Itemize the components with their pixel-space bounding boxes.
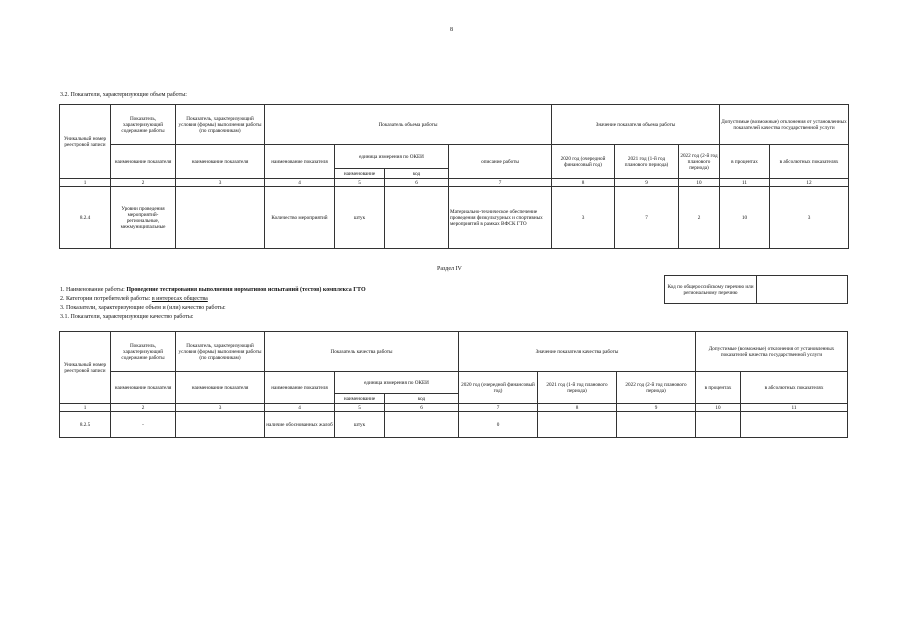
- row-indicator: Количество мероприятий: [265, 187, 335, 249]
- header-volume-name: наименование показателя: [265, 145, 335, 179]
- volume-table: [59, 104, 849, 249]
- header-unit-name: наименование: [335, 169, 385, 179]
- header-values: Значение показателя качества работы: [459, 332, 696, 372]
- col-number: 9: [615, 179, 679, 187]
- header-volume: Показатель объема работы: [265, 105, 552, 145]
- quality-title: 3.1. Показатели, характеризующие качество работы:: [60, 314, 194, 320]
- col-number: 4: [265, 179, 335, 187]
- col-number: 7: [449, 179, 552, 187]
- header-2020: 2020 год (очередной финансовый год): [459, 372, 538, 404]
- col-number: 11: [720, 179, 770, 187]
- row-unit-name: штук: [335, 187, 385, 249]
- header-conditions: Показатель, характеризующий условия (формы) выполнения работы (по справочникам): [176, 332, 265, 372]
- col-number: 1: [60, 179, 111, 187]
- col-number: 9: [617, 404, 696, 412]
- header-abs: в абсолютных показателях: [741, 372, 848, 404]
- work-name-value: Проведение тестирования выполнения нормативов испытаний (тестов) комплекса ГТО: [126, 287, 366, 293]
- col-number: 10: [679, 179, 720, 187]
- row-id: 8.2.5: [60, 412, 111, 438]
- row-value-2021: [538, 412, 617, 438]
- col-number: 3: [176, 404, 265, 412]
- col-number: 1: [60, 404, 111, 412]
- row-unit-name: штук: [335, 412, 385, 438]
- row-value-2022: 2: [679, 187, 720, 249]
- header-work-desc: описание работы: [449, 145, 552, 179]
- section-title-volume: 3.2. Показатели, характеризующие объем работы:: [60, 92, 187, 98]
- header-2020: 2020 год (очередной финансовый год): [552, 145, 615, 179]
- consumers-prefix: 2. Категории потребителей работы:: [60, 296, 152, 302]
- header-deviations: Допустимые (возможные) отклонения от установленных показателей качества государственной услуги: [720, 105, 849, 145]
- header-unit-okei: единица измерения по ОКЕИ: [335, 145, 449, 169]
- row-abs: [741, 412, 848, 438]
- page-number: 8: [450, 27, 453, 33]
- row-work-desc: Материально-техническое обеспечение проведения физкультурных и спортивных мероприятий в рамках ВФСК ГТО: [449, 187, 552, 249]
- row-pct: [696, 412, 741, 438]
- code-label: Код по общероссийскому перечню или региональному перечню: [665, 276, 757, 304]
- header-conditions: Показатель, характеризующий условия (формы) выполнения работы (по справочникам): [176, 105, 265, 145]
- header-conditions-name: наименование показателя: [176, 145, 265, 179]
- row-conditions: [176, 412, 265, 438]
- col-number: 6: [385, 179, 449, 187]
- indicators-line: 3. Показатели, характеризующие объем и (или) качество работы:: [60, 305, 226, 311]
- col-number: 2: [111, 404, 176, 412]
- col-number: 8: [552, 179, 615, 187]
- code-value: [757, 276, 848, 304]
- header-2021: 2021 год (1-й год планового периода): [538, 372, 617, 404]
- row-abs: 3: [770, 187, 849, 249]
- row-value-2020: 0: [459, 412, 538, 438]
- col-number: 11: [741, 404, 848, 412]
- header-quality-name: наименование показателя: [265, 372, 335, 404]
- col-number: 2: [111, 179, 176, 187]
- header-quality: Показатель качества работы: [265, 332, 459, 372]
- header-values: Значение показателя объема работы: [552, 105, 720, 145]
- col-number: 10: [696, 404, 741, 412]
- header-deviations: Допустимые (возможные) отклонения от установленных показателей качества государственной услуги: [696, 332, 848, 372]
- row-content: Уровни проведения мероприятий- региональные, межмуниципальные: [111, 187, 176, 249]
- row-value-2021: 7: [615, 187, 679, 249]
- row-pct: 10: [720, 187, 770, 249]
- header-content-name: наименование показателя: [111, 145, 176, 179]
- row-value-2020: 3: [552, 187, 615, 249]
- header-content-name: наименование показателя: [111, 372, 176, 404]
- header-unit-code: код: [385, 169, 449, 179]
- header-unit-code: код: [385, 394, 459, 404]
- header-abs: в абсолютных показателях: [770, 145, 849, 179]
- header-2022: 2022 год (2-й год планового периода): [679, 145, 720, 179]
- row-content: -: [111, 412, 176, 438]
- header-2021: 2021 год (1-й год планового периода): [615, 145, 679, 179]
- consumers-value: в интересах общества: [151, 296, 208, 302]
- col-number: 4: [265, 404, 335, 412]
- header-pct: в процентах: [696, 372, 741, 404]
- row-indicator: наличие обоснованных жалоб: [265, 412, 335, 438]
- code-box: [664, 275, 848, 304]
- header-conditions-name: наименование показателя: [176, 372, 265, 404]
- col-number: 5: [335, 179, 385, 187]
- section-heading: Раздел IV: [437, 266, 462, 272]
- header-unit-okei: единица измерения по ОКЕИ: [335, 372, 459, 394]
- header-pct: в процентах: [720, 145, 770, 179]
- col-number: 12: [770, 179, 849, 187]
- header-content: Показатель, характеризующий содержание работы: [111, 105, 176, 145]
- row-unit-code: [385, 187, 449, 249]
- col-number: 7: [459, 404, 538, 412]
- header-unit-name: наименование: [335, 394, 385, 404]
- header-2022: 2022 год (2-й год планового периода): [617, 372, 696, 404]
- header-content: Показатель, характеризующий содержание работы: [111, 332, 176, 372]
- row-unit-code: [385, 412, 459, 438]
- work-name-prefix: 1. Наименование работы:: [60, 287, 127, 293]
- header-unique: Уникальный номер реестровой записи: [60, 105, 111, 179]
- header-unique: Уникальный номер реестровой записи: [60, 332, 111, 404]
- quality-table: [59, 331, 848, 438]
- row-value-2022: [617, 412, 696, 438]
- work-name-line: [60, 287, 366, 294]
- col-number: 8: [538, 404, 617, 412]
- col-number: 5: [335, 404, 385, 412]
- row-id: 8.2.4: [60, 187, 111, 249]
- col-number: 6: [385, 404, 459, 412]
- consumers-line: [60, 296, 208, 303]
- col-number: 3: [176, 179, 265, 187]
- row-conditions: [176, 187, 265, 249]
